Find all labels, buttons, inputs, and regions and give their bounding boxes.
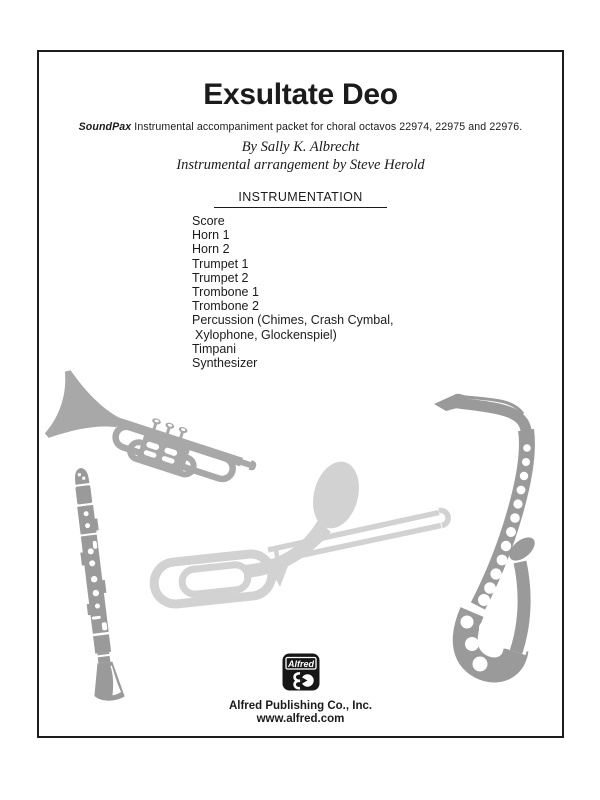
trumpet-silhouette-icon	[45, 368, 285, 520]
instrument-list-item: Percussion (Chimes, Crash Cymbal,	[192, 313, 394, 328]
instrument-list-item: Horn 2	[192, 242, 230, 257]
instrumentation-heading: INSTRUMENTATION	[214, 190, 386, 208]
instrument-list-item: Trumpet 2	[192, 270, 249, 285]
instrument-list-item: Horn 1	[192, 228, 230, 243]
instrument-list-item: Xylophone, Glockenspiel)	[195, 327, 337, 342]
instrument-list-item: Timpani	[192, 341, 236, 356]
byline-arranger: Instrumental arrangement by Steve Herold	[176, 157, 425, 173]
instrument-list-item: Trumpet 1	[192, 256, 249, 271]
soundpax-brand: SoundPax	[78, 121, 132, 133]
publisher-name: Alfred Publishing Co., Inc.	[228, 700, 373, 712]
instrumentation-list	[192, 214, 562, 370]
page-title: Exsultate Deo	[203, 78, 398, 111]
instrumentation-section	[39, 188, 562, 208]
subtitle-text: Instrumental accompaniment packet for choral octavos 22974, 22975 and 22976.	[131, 121, 523, 133]
instrument-list-item: Synthesizer	[192, 356, 258, 371]
alfred-logo-text: Alfred	[287, 658, 314, 669]
instrument-list-item: Score	[192, 214, 225, 228]
publisher-block	[39, 653, 562, 726]
publisher-website: www.alfred.com	[256, 713, 345, 725]
subtitle	[39, 121, 562, 134]
alfred-logo-icon	[282, 653, 320, 691]
trombone-silhouette-icon	[140, 450, 470, 630]
byline-author: By Sally K. Albrecht	[241, 139, 360, 155]
instrument-list-item: Trombone 2	[192, 299, 259, 314]
page-frame	[37, 50, 564, 738]
instrument-list-item: Trombone 1	[192, 285, 259, 300]
